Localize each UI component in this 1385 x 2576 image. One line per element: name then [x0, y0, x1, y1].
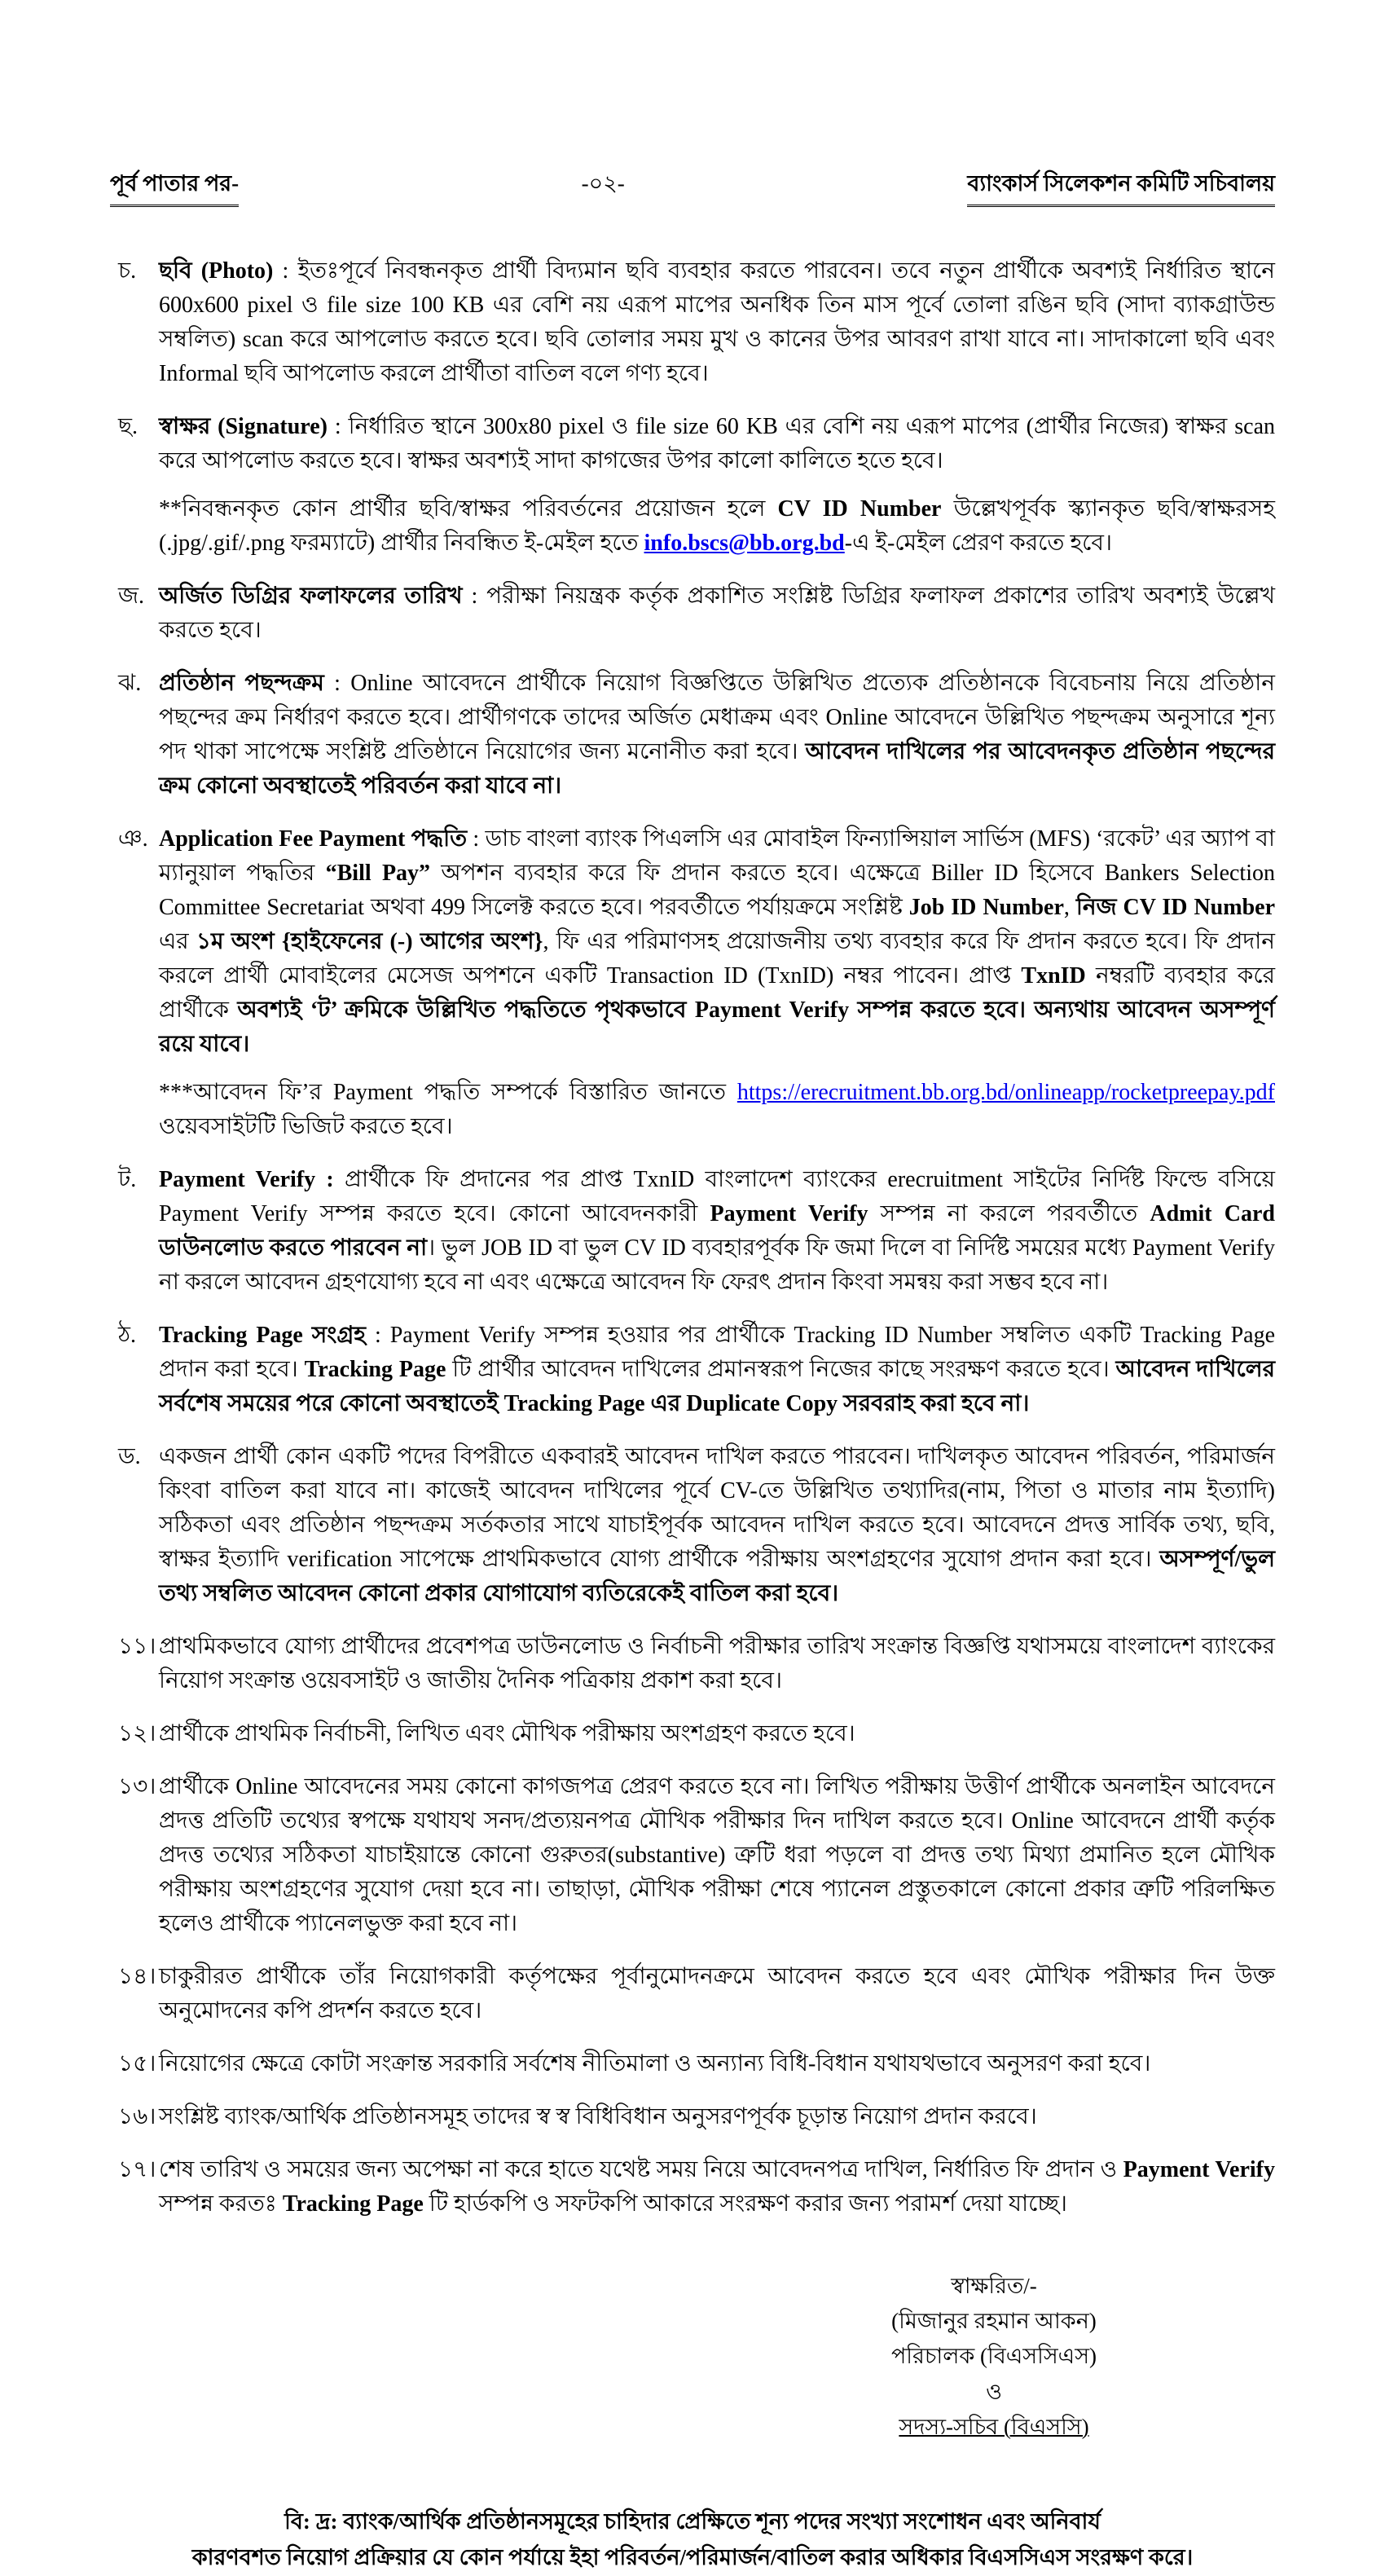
text-segment: ছবি (Photo)	[159, 258, 274, 284]
page-number: -০২-	[581, 171, 625, 196]
signature-line: সদস্য-সচিব (বিএসসি)	[899, 2414, 1089, 2439]
item-body	[159, 1770, 1275, 1941]
item-paragraph	[159, 2100, 1275, 2134]
item-body	[159, 1319, 1275, 1421]
item-marker: ঠ.	[118, 1323, 136, 1348]
item-paragraph	[159, 1960, 1275, 2028]
list-item	[110, 1630, 1275, 1698]
item-marker: জ.	[118, 583, 145, 609]
footer-note	[110, 2503, 1275, 2576]
text-segment: Admit Card ডাউনলোড করতে পারবেন না	[159, 1201, 1275, 1261]
text-segment: -এ ই-মেইল প্রেরণ করতে হবে।	[844, 531, 1112, 556]
text-segment: “Bill Pay”	[325, 861, 431, 886]
text-segment: : পরীক্ষা নিয়ন্ত্রক কর্তৃক প্রকাশিত সংশ্লিষ্ট ডিগ্রির ফলাফল প্রকাশের তারিখ অবশ্যই উল্লেখ করতে হবে।	[159, 583, 1275, 643]
item-body	[159, 2047, 1275, 2081]
text-segment: , ফি এর পরিমাণসহ প্রয়োজনীয় তথ্য ব্যবহার করে ফি প্রদান করতে হবে। ফি প্রদান করলে প্রার্থী মোবাইলের মেসেজ অপশনে একটি Transaction ID (TxnID) নম্বর পাবেন। প্রাপ্ত	[159, 929, 1275, 989]
item-marker: চ.	[118, 258, 137, 284]
list-item	[110, 2153, 1275, 2222]
item-paragraph	[159, 1717, 1275, 1751]
text-segment: অসম্পূর্ণ/ভুল তথ্য সম্বলিত আবেদন কোনো প্রকার যোগাযোগ ব্যতিরেকেই বাতিল করা হবে।	[159, 1547, 1275, 1606]
signature-line: পরিচালক (বিএসসিএস)	[890, 2344, 1097, 2369]
item-paragraph	[159, 254, 1275, 391]
list-item	[110, 410, 1275, 561]
list-item	[110, 579, 1275, 648]
item-body	[159, 1960, 1275, 2028]
footer-line: কারণবশত নিয়োগ প্রক্রিয়ার যে কোন পর্যায়ে ইহা পরিবর্তন/পরিমার্জন/বাতিল করার অধিকার বিএসসিএস সংরক্ষণ করে।	[191, 2545, 1194, 2570]
email-link[interactable]: info.bscs@bb.org.bd	[644, 531, 845, 556]
item-body	[159, 2100, 1275, 2134]
list-item	[110, 667, 1275, 804]
text-segment: টি হার্ডকপি ও সফটকপি আকারে সংরক্ষণ করার জন্য পরামর্শ দেয়া যাচ্ছে।	[423, 2191, 1067, 2217]
text-segment: প্রার্থীকে প্রাথমিক নির্বাচনী, লিখিত এবং মৌখিক পরীক্ষায় অংশগ্রহণ করতে হবে।	[159, 1721, 855, 1746]
item-paragraph	[159, 1630, 1275, 1698]
item-body	[159, 1717, 1275, 1751]
text-segment: Application Fee Payment পদ্ধতি	[159, 826, 468, 852]
item-paragraph	[159, 1163, 1275, 1300]
text-segment: নিয়োগের ক্ষেত্রে কোটা সংক্রান্ত সরকারি সর্বশেষ নীতিমালা ও অন্যান্য বিধি-বিধান যথাযথভাবে অনুসরণ করা হবে।	[159, 2051, 1151, 2076]
text-segment: অর্জিত ডিগ্রির ফলাফলের তারিখ	[159, 583, 463, 609]
header-continuation-note: পূর্ব পাতার পর-	[110, 167, 239, 207]
item-body	[159, 410, 1275, 561]
text-segment: অপশন ব্যবহার করে ফি প্রদান করতে হবে। এক্ষেত্রে Biller ID হিসেবে Bankers Selection Committee Secretariat অথবা 499 সিলেক্ট করতে হবে। পরবর্তীতে পর্যায়ক্রমে সংশ্লিষ্ট	[159, 861, 1275, 920]
list-item	[110, 1717, 1275, 1751]
item-paragraph	[159, 2047, 1275, 2081]
url-link[interactable]: https://erecruitment.bb.org.bd/onlineapp/rocketpreepay.pdf	[736, 1080, 1275, 1105]
text-segment: ,	[1063, 895, 1076, 920]
list-item	[110, 1440, 1275, 1611]
text-segment: Job ID Number	[908, 895, 1064, 920]
text-segment: প্রার্থীকে Online আবেদনের সময় কোনো কাগজপত্র প্রেরণ করতে হবে না। লিখিত পরীক্ষায় উত্তীর্ণ প্রার্থীকে অনলাইন আবেদনে প্রদত্ত প্রতিটি তথ্যের স্বপক্ষে যথাযথ সনদ/প্রত্যয়নপত্র মৌখিক পরীক্ষার দিন দাখিল করতে হবে। Online আবেদনে প্রার্থী কর্তৃক প্রদত্ত তথ্যের সঠিকতা যাচাইয়ান্তে কোনো গুরুতর(substantive) ত্রুটি ধরা পড়লে বা প্রদত্ত তথ্য মিথ্যা প্রমানিত হলে মৌখিক পরীক্ষায় অংশগ্রহণের সুযোগ দেয়া হবে না। তাছাড়া, মৌখিক পরীক্ষা শেষে প্যানেল প্রস্তুতকালে কোনো প্রকার ত্রুটি পরিলক্ষিত হলেও প্রার্থীকে প্যানেলভুক্ত করা হবে না।	[159, 1774, 1275, 1936]
signature-block	[819, 2269, 1169, 2445]
item-paragraph	[159, 579, 1275, 648]
text-segment: । ভুল JOB ID বা ভুল CV ID ব্যবহারপূর্বক ফি জমা দিলে বা নির্দিষ্ট সময়ের মধ্যে Payment Verify না করলে আবেদন গ্রহণযোগ্য হবে না এবং এক্ষেত্রে আবেদন ফি ফেরৎ প্রদান কিংবা সমন্বয় করা সম্ভব হবে না।	[159, 1235, 1275, 1295]
item-marker: ছ.	[118, 414, 138, 439]
footer-line: বি: দ্র: ব্যাংক/আর্থিক প্রতিষ্ঠানসমূহের চাহিদার প্রেক্ষিতে শূন্য পদের সংখ্যা সংশোধন এবং অনিবার্য	[284, 2508, 1101, 2534]
text-segment: সংশ্লিষ্ট ব্যাংক/আর্থিক প্রতিষ্ঠানসমূহ তাদের স্ব স্ব বিধিবিধান অনুসরণপূর্বক চূড়ান্ত নিয়োগ প্রদান করবে।	[159, 2104, 1037, 2129]
text-segment: Payment Verify	[710, 1201, 868, 1226]
item-body	[159, 1163, 1275, 1300]
item-paragraph	[159, 1319, 1275, 1421]
text-segment: ওয়েবসাইটটি ভিজিট করতে হবে।	[159, 1114, 453, 1139]
text-segment: : নির্ধারিত স্থানে 300x80 pixel ও file size 60 KB এর বেশি নয় এরূপ মাপের (প্রার্থীর নিজের) স্বাক্ষর scan করে আপলোড করতে হবে। স্বাক্ষর অবশ্যই সাদা কাগজের উপর কালো কালিতে হতে হবে।	[159, 414, 1275, 473]
text-segment: প্রার্থীকে ফি প্রদানের পর প্রাপ্ত TxnID বাংলাদেশ ব্যাংকের erecruitment সাইটের নির্দিষ্ট ফিল্ডে বসিয়ে Payment Verify সম্পন্ন করতে হবে। কোনো আবেদনকারী	[159, 1167, 1275, 1226]
item-body	[159, 667, 1275, 804]
item-marker: ঝ.	[118, 671, 142, 696]
signature-line: ও	[986, 2379, 1002, 2404]
instruction-list	[110, 254, 1275, 2222]
page-header	[110, 167, 1275, 207]
list-item	[110, 1770, 1275, 1941]
item-sub-note	[159, 492, 1275, 561]
text-segment: প্রতিষ্ঠান পছন্দক্রম	[159, 671, 324, 696]
item-marker: ট.	[118, 1167, 137, 1192]
text-segment: নম্বরটি ব্যবহার করে প্রার্থীকে	[159, 963, 1275, 1023]
text-segment: Payment Verify :	[159, 1167, 334, 1192]
text-segment: : ডাচ বাংলা ব্যাংক পিএলসি এর মোবাইল ফিন্যান্সিয়াল সার্ভিস (MFS) ‘রকেট’ এর অ্যাপ বা ম্যানুয়াল পদ্ধতির	[159, 826, 1275, 886]
text-segment: সম্পন্ন করতঃ	[159, 2191, 283, 2217]
item-marker: ১২।	[118, 1721, 156, 1746]
text-segment: CV ID Number	[777, 496, 942, 522]
list-item	[110, 1960, 1275, 2028]
text-segment: অবশ্যই ‘ট’ ক্রমিকে উল্লিখিত পদ্ধতিতে পৃথকভাবে Payment Verify সম্পন্ন করতে হবে। অন্যথায় আবেদন অসম্পূর্ণ রয়ে যাবে।	[159, 997, 1275, 1057]
text-segment: নিজ CV ID Number	[1075, 895, 1275, 920]
text-segment: এর	[159, 929, 196, 954]
list-item	[110, 822, 1275, 1144]
item-marker: ১৩।	[118, 1774, 156, 1799]
item-body	[159, 822, 1275, 1144]
text-segment: চাকুরীরত প্রার্থীকে তাঁর নিয়োগকারী কর্তৃপক্ষের পূর্বানুমোদনক্রমে আবেদন করতে হবে এবং মৌখিক পরীক্ষার দিন উক্ত অনুমোদনের কপি প্রদর্শন করতে হবে।	[159, 1964, 1275, 2023]
item-body	[159, 254, 1275, 391]
item-body	[159, 1440, 1275, 1611]
text-segment: Tracking Page	[304, 1357, 446, 1382]
item-paragraph	[159, 667, 1275, 804]
item-marker: ১৭।	[118, 2157, 156, 2182]
item-paragraph	[159, 822, 1275, 1062]
signature-line: স্বাক্ষরিত/-	[951, 2274, 1037, 2298]
item-paragraph	[159, 1440, 1275, 1611]
list-item	[110, 2047, 1275, 2081]
text-segment: একজন প্রার্থী কোন একটি পদের বিপরীতে একবারই আবেদন দাখিল করতে পারবেন। দাখিলকৃত আবেদন পরিবর্তন, পরিমার্জন কিংবা বাতিল করা যাবে না। কাজেই আবেদন দাখিলের পূর্বে CV-তে উল্লিখিত তথ্যাদির(নাম, পিতা ও মাতার নাম ইত্যাদি) সঠিকতা এবং প্রতিষ্ঠান পছন্দক্রম সর্তকতার সাথে যাচাইপূর্বক আবেদন দাখিল করতে হবে। আবেদনে প্রদত্ত সার্বিক তথ্য, ছবি, স্বাক্ষর ইত্যাদি verification সাপেক্ষে প্রাথমিকভাবে যোগ্য প্রার্থীকে পরীক্ষায় অংশগ্রহণের সুযোগ প্রদান করা হবে।	[159, 1444, 1275, 1572]
text-segment: : Payment Verify সম্পন্ন হওয়ার পর প্রার্থীকে Tracking ID Number সম্বলিত একটি Tracking Page প্রদান করা হবে।	[159, 1323, 1276, 1382]
text-segment: Payment Verify	[1123, 2157, 1276, 2182]
signature-line: (মিজানুর রহমান আকন)	[891, 2309, 1097, 2334]
text-segment: শেষ তারিখ ও সময়ের জন্য অপেক্ষা না করে হাতে যথেষ্ট সময় নিয়ে আবেদনপত্র দাখিল, নির্ধারিত ফি প্রদান ও	[159, 2157, 1123, 2182]
item-body	[159, 2153, 1275, 2222]
text-segment: Tracking Page সংগ্রহ	[159, 1323, 367, 1348]
list-item	[110, 1319, 1275, 1421]
item-marker: ১১।	[118, 1634, 156, 1659]
text-segment: আবেদন দাখিলের সর্বশেষ সময়ের পরে কোনো অবস্থাতেই Tracking Page এর Duplicate Copy সরবরাহ করা হবে না।	[159, 1357, 1275, 1416]
item-body	[159, 579, 1275, 648]
text-segment: ১ম অংশ {হাইফেনের (-) আগের অংশ}	[196, 929, 543, 954]
item-marker: ঞ.	[118, 826, 148, 852]
list-item	[110, 254, 1275, 391]
text-segment: আবেদন দাখিলের পর আবেদনকৃত প্রতিষ্ঠান পছন্দের ক্রম কোনো অবস্থাতেই পরিবর্তন করা যাবে না।	[159, 739, 1276, 799]
text-segment: সম্পন্ন না করলে পরবর্তীতে	[868, 1201, 1150, 1226]
header-org-title: ব্যাংকার্স সিলেকশন কমিটি সচিবালয়	[967, 167, 1275, 207]
item-paragraph	[159, 2153, 1275, 2222]
text-segment: TxnID	[1021, 963, 1086, 989]
text-segment: ***আবেদন ফি’র Payment পদ্ধতি সম্পর্কে বিস্তারিত জানতে	[159, 1080, 737, 1105]
text-segment: : ইতঃপূর্বে নিবন্ধনকৃত প্রার্থী বিদ্যমান ছবি ব্যবহার করতে পারবেন। তবে নতুন প্রার্থীকে অবশ্যই নির্ধারিত স্থানে 600x600 pixel ও file size 100 KB এর বেশি নয় এরূপ মাপের অনধিক তিন মাস পূর্বে তোলা রঙিন ছবি (সাদা ব্যাকগ্রাউন্ড সম্বলিত) scan করে আপলোড করতে হবে। ছবি তোলার সময় মুখ ও কানের উপর আবরণ রাখা যাবে না। সাদাকালো ছবি এবং Informal ছবি আপলোড করলে প্রার্থীতা বাতিল বলে গণ্য হবে।	[159, 258, 1275, 386]
text-segment: প্রাথমিকভাবে যোগ্য প্রার্থীদের প্রবেশপত্র ডাউনলোড ও নির্বাচনী পরীক্ষার তারিখ সংক্রান্ত বিজ্ঞপ্তি যথাসময়ে বাংলাদেশ ব্যাংকের নিয়োগ সংক্রান্ত ওয়েবসাইট ও জাতীয় দৈনিক পত্রিকায় প্রকাশ করা হবে।	[159, 1634, 1275, 1693]
item-marker: ড.	[118, 1444, 141, 1469]
item-marker: ১৪।	[118, 1964, 156, 1989]
text-segment: Tracking Page	[282, 2191, 424, 2217]
item-marker: ১৬।	[118, 2104, 156, 2129]
item-sub-note	[159, 1076, 1275, 1144]
item-paragraph	[159, 1770, 1275, 1941]
item-body	[159, 1630, 1275, 1698]
text-segment: উল্লেখপূর্বক স্ক্যানকৃত ছবি/স্বাক্ষরসহ (.jpg/.gif/.png ফরম্যাটে) প্রার্থীর নিবন্ধিত ই-মেইল হতে	[159, 496, 1275, 556]
item-paragraph	[159, 410, 1275, 478]
item-marker: ১৫।	[118, 2051, 156, 2076]
list-item	[110, 1163, 1275, 1300]
text-segment: টি প্রার্থীর আবেদন দাখিলের প্রমানস্বরূপ নিজের কাছে সংরক্ষণ করতে হবে।	[446, 1357, 1116, 1382]
text-segment: : Online আবেদনে প্রার্থীকে নিয়োগ বিজ্ঞপ্তিতে উল্লিখিত প্রত্যেক প্রতিষ্ঠানকে বিবেচনায় নিয়ে প্রতিষ্ঠান পছন্দের ক্রম নির্ধারণ করতে হবে। প্রার্থীগণকে তাদের অর্জিত মেধাক্রম এবং Online আবেদনে উল্লিখিত পছন্দক্রম অনুসারে শূন্য পদ থাকা সাপেক্ষে সংশ্লিষ্ট প্রতিষ্ঠানে নিয়োগের জন্য মনোনীত করা হবে।	[159, 671, 1275, 764]
text-segment: স্বাক্ষর (Signature)	[159, 414, 328, 439]
text-segment: **নিবন্ধনকৃত কোন প্রার্থীর ছবি/স্বাক্ষর পরিবর্তনের প্রয়োজন হলে	[159, 496, 778, 522]
list-item	[110, 2100, 1275, 2134]
